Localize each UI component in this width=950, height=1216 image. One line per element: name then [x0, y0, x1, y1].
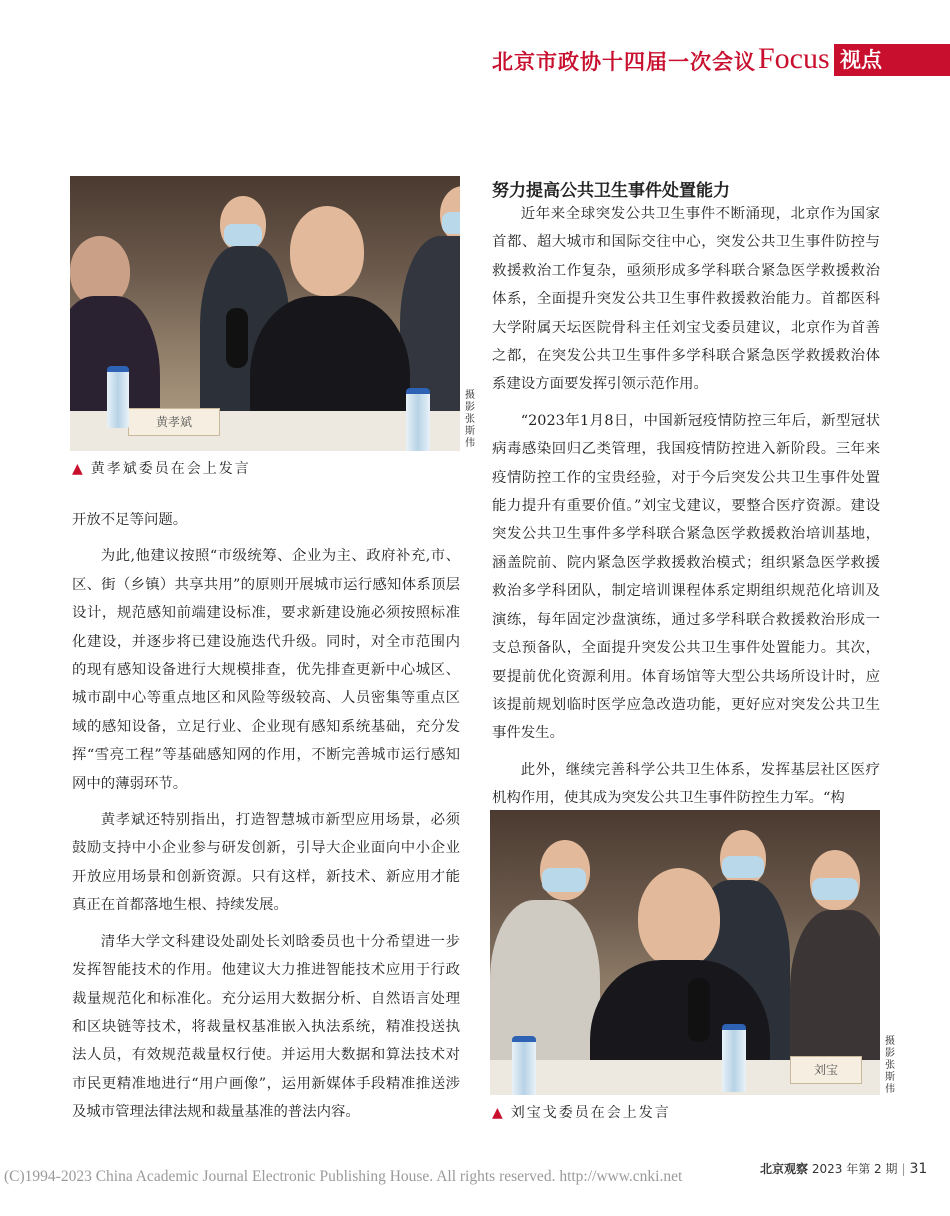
paragraph: 黄孝斌还特别指出，打造智慧城市新型应用场景，必须鼓励支持中小企业参与研发创新，引导大企业面向中小企业开放应用场景和创新资源。只有这样，新技术、新应用才能真正在首都落地生根、持续发展。	[72, 812, 460, 914]
focus-label: Focus	[758, 42, 830, 75]
paragraph: 清华大学文科建设处副处长刘晗委员也十分希望进一步发挥智能技术的作用。他建议大力推进智能技术应用于行政裁量规范化和标准化。充分运用大数据分析、自然语言处理和区块链等技术，将裁量权基准嵌入执法系统，精准投送执法人员，有效规范裁量权行使。并运用大数据和算法技术对市民更精准地进行“用户画像”，运用新媒体手段精准推送涉及城市管理法律法规和裁量基准的普法内容。	[72, 933, 460, 1121]
photo-caption	[492, 1102, 671, 1122]
nameplate: 黄孝斌	[128, 408, 220, 436]
section-title: 北京市政协十四届一次会议	[492, 50, 756, 74]
left-column-body	[72, 506, 460, 1127]
photo-speaker-liu	[490, 810, 880, 1095]
photo-speaker-huang	[70, 176, 460, 451]
triangle-icon: ▲	[492, 1105, 505, 1121]
caption-text: 刘宝戈委员在会上发言	[510, 1105, 671, 1121]
magazine-name: 北京观察	[760, 1162, 809, 1176]
issue-label: 2023 年第 2 期	[811, 1162, 898, 1176]
paragraph: 近年来全球突发公共卫生事件不断涌现，北京作为国家首都、超大城市和国际交往中心，突发公共卫生事件防控与救援救治工作复杂，亟须形成多学科联合紧急医学救援救治体系，全面提升突发公共卫生事件救援救治能力。首都医科大学附属天坛医院骨科主任刘宝戈委员建议，北京作为首善之都，在突发公共卫生事件多学科联合紧急医学救援救治体系建设方面要发挥引领示范作用。	[492, 206, 880, 393]
page-footer	[760, 1160, 927, 1177]
paragraph: 为此,他建议按照“市级统筹、企业为主、政府补充,市、区、街（乡镇）共享共用”的原则开展城市运行感知体系顶层设计，规范感知前端建设标准，要求新建设施必须按照标准化建设，并逐步将已建设施迭代升级。同时，对全市范围内的现有感知设备进行大规模排查，优先排查更新中心城区、城市副中心等重点地区和风险等级较高、人员密集等重点区域的感知设备，立足行业、企业现有感知系统基础，充分发挥“雪亮工程”等基础感知网的作用，不断完善城市运行感知网中的薄弱环节。	[72, 548, 460, 792]
paragraph: “2023年1月8日，中国新冠疫情防控三年后，新型冠状病毒感染回归乙类管理，我国疫情防控进入新阶段。三年来疫情防控工作的宝贵经验，对于今后突发公共卫生事件处置能力提升有重要价值。”刘宝戈建议，要整合医疗资源。建设突发公共卫生事件多学科联合紧急医学救援救治培训基地，涵盖院前、院内紧急医学救援救治模式；组织紧急医学救援救治多学科团队，制定培训课程体系定期组织规范化培训及演练，每年固定沙盘演练，通过多学科联合救援救治形成一支总预备队，全面提升突发公共卫生事件处置能力。其次，要提前优化资源利用。体育场馆等大型公共场所设计时，应该提前规划临时医学应急改造功能，更好应对突发公共卫生事件发生。	[492, 412, 880, 742]
paragraph: 此外，继续完善科学公共卫生体系，发挥基层社区医疗机构作用，使其成为突发公共卫生事件防控生力军。“构	[492, 761, 880, 807]
article-heading: 努力提高公共卫生事件处置能力	[492, 181, 730, 201]
copyright-watermark: (C)1994-2023 China Academic Journal Electronic Publishing House. All rights reserved. http://www.cnki.net	[4, 1168, 683, 1185]
nameplate: 刘宝	[790, 1056, 862, 1084]
triangle-icon: ▲	[72, 461, 85, 477]
photo-credit: 摄影 张斯伟	[885, 1036, 895, 1095]
paragraph: 开放不足等问题。	[72, 512, 188, 528]
divider: |	[901, 1162, 906, 1176]
caption-text: 黄孝斌委员在会上发言	[90, 461, 251, 477]
right-column-body	[492, 200, 880, 813]
section-badge: 视点	[834, 44, 950, 76]
photo-credit: 摄影 张斯伟	[465, 390, 475, 449]
page-number: 31	[909, 1161, 928, 1177]
photo-caption	[72, 458, 251, 478]
